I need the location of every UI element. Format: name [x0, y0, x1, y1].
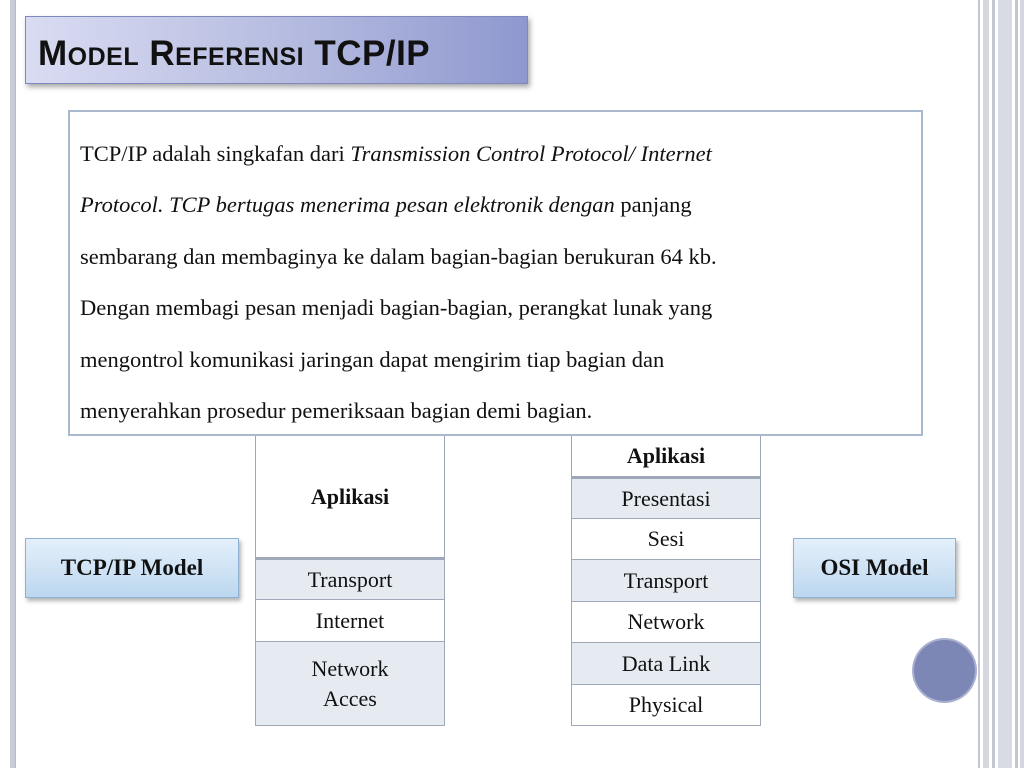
tcp-ip-layer-stack	[255, 436, 445, 726]
osi-layer-transport: Transport	[572, 560, 760, 602]
description-run: TCP/IP adalah singkafan dari	[80, 141, 351, 166]
tcp-layer-network-access: Network Acces	[256, 642, 444, 726]
description-run: Dengan membagi pesan menjadi bagian-bagian, perangkat lunak yang	[80, 295, 713, 321]
description-line	[80, 282, 905, 333]
slide-title: Model Referensi TCP/IP	[38, 34, 431, 73]
tcp-layer-internet: Internet	[256, 600, 444, 642]
description-run: Protocol. TCP bertugas menerima pesan elektronik dengan	[80, 192, 615, 218]
title-banner	[25, 16, 528, 84]
description-run: panjang	[614, 192, 692, 218]
right-stripe	[978, 0, 980, 768]
tcp-ip-model-label: TCP/IP Model	[25, 538, 239, 598]
description-line	[80, 231, 905, 282]
osi-layer-physical: Physical	[572, 685, 760, 726]
decorative-circle	[914, 640, 975, 701]
osi-layer-presentasi: Presentasi	[572, 477, 760, 519]
osi-layer-data-link: Data Link	[572, 643, 760, 685]
right-stripe	[998, 0, 1012, 768]
description-text	[80, 128, 905, 436]
description-run: mengontrol komunikasi jaringan dapat mengirim tiap bagian dan	[80, 346, 665, 372]
description-line	[80, 128, 905, 179]
tcp-layer-transport: Transport	[256, 558, 444, 600]
description-line	[80, 334, 905, 385]
description-line	[80, 385, 905, 436]
osi-layer-stack	[571, 436, 761, 726]
osi-layer-sesi: Sesi	[572, 519, 760, 560]
description-line	[80, 179, 905, 230]
osi-model-label: OSI Model	[793, 538, 956, 598]
osi-layer-network: Network	[572, 602, 760, 643]
right-stripe	[992, 0, 995, 768]
tcp-layer-aplikasi: Aplikasi	[256, 436, 444, 558]
description-run: Transmission Control Protocol/ Internet	[350, 141, 712, 166]
description-run: sembarang dan membaginya ke dalam bagian-bagian berukuran 64 kb.	[80, 243, 717, 269]
right-stripe	[983, 0, 989, 768]
right-stripe	[1015, 0, 1018, 768]
left-frame-line	[15, 0, 16, 768]
osi-layer-aplikasi: Aplikasi	[572, 436, 760, 477]
description-box	[68, 110, 923, 436]
description-run: menyerahkan prosedur pemeriksaan bagian demi bagian.	[80, 398, 593, 424]
right-stripe	[1020, 0, 1024, 768]
